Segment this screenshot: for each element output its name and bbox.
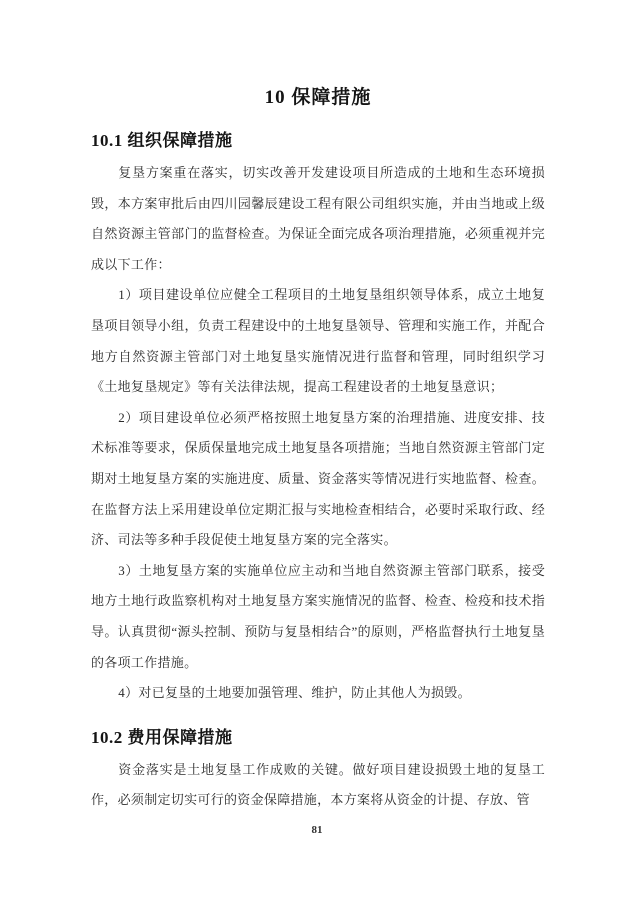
section-heading-10-1: 10.1 组织保障措施 [91,131,233,150]
paragraph-item-4: 4）对已复垦的土地要加强管理、维护，防止其他人为损毁。 [118,685,471,701]
paragraph-item-3: 3）土地复垦方案的实施单位应主动和当地自然资源主管部门联系，接受地方土地行政监察机构对土地复垦方案实施情况的监督、检查、检疫和技术指导。认真贯彻“源头控制、预防与复垦相结合”的原则，严格监督执行土地复垦的各项工作措施。 [91,562,545,670]
paragraph-funding-intro: 资金落实是土地复垦工作成败的关键。做好项目建设损毁土地的复垦工作，必须制定切实可行的资金保障措施，本方案将从资金的计提、存放、管 [91,761,545,808]
paragraph-item-2: 2）项目建设单位必须严格按照土地复垦方案的治理措施、进度安排、技术标准等要求，保质保量地完成土地复垦各项措施；当地自然资源主管部门定期对土地复垦方案的实施进度、质量、资金落实等情况进行实地监督、检查。在监督方法上采用建设单位定期汇报与实地检查相结合，必要时采取行政、经济、司法等多种手段促使土地复垦方案的完全落实。 [91,409,545,548]
page-title: 10 保障措施 [264,87,372,108]
page-number: 81 [311,824,323,836]
section-cost-safeguards [91,725,545,816]
section-organizational-safeguards [91,128,545,709]
paragraph-intro: 复垦方案重在落实，切实改善开发建设项目所造成的土地和生态环境损毁，本方案审批后由四川园馨辰建设工程有限公司组织实施，并由当地或上级自然资源主管部门的监督检查。为保证全面完成各项治理措施，必须重视并完成以下工作： [91,165,545,272]
paragraph-item-1: 1）项目建设单位应健全工程项目的土地复垦组织领导体系，成立土地复垦项目领导小组，负责工程建设中的土地复垦领导、管理和实施工作，并配合地方自然资源主管部门对土地复垦实施情况进行监督和管理，同时组织学习《土地复垦规定》等有关法律法规，提高工程建设者的土地复垦意识； [91,287,545,395]
section-heading-10-2: 10.2 费用保障措施 [91,727,233,747]
